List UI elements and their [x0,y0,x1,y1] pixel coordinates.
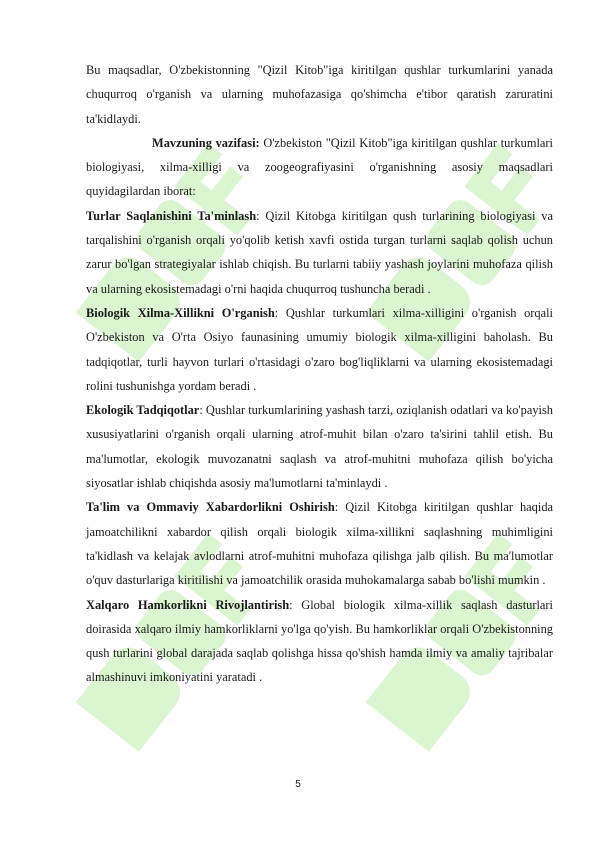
paragraph-biologik [86,301,553,398]
paragraph-ekologik [86,398,553,495]
paragraph-talim [86,495,553,592]
paragraph-xalqaro-text: Global biologik xilma-xillik saqlash dasturlari doirasida xalqaro ilmiy hamkorliklarni yo'lga qo'yish. Bu hamkorliklar orqali O'zbekistonning qush turlarini global darajada saqlab qolishga hissa qo'shish hamda ilmiy va amaliy tajribalar almashinuvi imkoniyatini yaratadi . [86,597,553,685]
paragraph-intro [86,58,553,131]
paragraph-vazifa-heading: Mavzuning vazifasi: [152,135,260,150]
paragraph-xalqaro [86,593,553,690]
paragraph-turlar-heading: Turlar Saqlanishini Ta'minlash [86,208,257,223]
paragraph-ekologik-sep: : [199,403,206,418]
paragraph-xalqaro-sep: : [289,597,302,612]
paragraph-talim-heading: Ta'lim va Ommaviy Xabardorlikni Oshirish [86,500,335,515]
paragraph-biologik-heading: Biologik Xilma-Xillikni O'rganish [86,305,275,320]
paragraph-turlar-sep: : [256,208,266,223]
paragraph-turlar-text: Qizil Kitobga kiritilgan qush turlarining biologiyasi va tarqalishini o'rganish orqali yo'qolib ketish xavfi ostida turgan turlarni saqlab qolish uchun zarur bo'lgan strategiyalar ishlab chiqish. Bu turlarni tabiiy yashash joylarini muhofaza qilish va ularning ekosistemadagi o'rni haqida chuqurroq tushuncha beradi . [86,208,553,296]
paragraph-vazifa-text: O'zbekiston "Qizil Kitob"iga kiritilgan qushlar turkumlari biologiyasi, xilma-xilligi va zoogeografiyasini o'rganishning asosiy maqsadlari quyidagilardan iborat: [86,135,553,199]
document-body [86,58,553,690]
paragraph-biologik-text: Qushlar turkumlari xilma-xilligini o'rganish orqali O'zbekiston va O'rta Osiyo faunasining umumiy biologik xilma-xilligini baholash. Bu tadqiqotlar, turli hayvon turlari o'rtasidagi o'zaro bog'liqliklarni va ularning ekosistemadagi rolini tushunishga yordam beradi . [86,305,553,393]
page-number: 5 [295,779,301,790]
paragraph-vazifa [86,131,553,204]
paragraph-intro-text: Bu maqsadlar, O'zbekistonning "Qizil Kitob"iga kiritilgan qushlar turkumlarini yanada chuqurroq o'rganish va ularning muhofazasiga qo'shimcha e'tibor qaratish zaruratini ta'kidlaydi. [86,63,553,126]
paragraph-talim-sep: : [334,500,346,515]
paragraph-ekologik-text: Qushlar turkumlarining yashash tarzi, oziqlanish odatlari va ko'payish xususiyatlarini o'rganish orqali ularning atrof-muhit bilan o'zaro ta'sirini tahlil etish. Bu ma'lumotlar, ekologik muvozanatni saqlash va atrof-muhitni muhofaza qilish bo'yicha siyosatlar ishlab chiqishda asosiy ma'lumotlarni ta'minlaydi . [86,403,553,491]
paragraph-biologik-sep: : [274,305,286,320]
paragraph-xalqaro-heading: Xalqaro Hamkorlikni Rivojlantirish [86,597,290,612]
paragraph-talim-text: Qizil Kitobga kiritilgan qushlar haqida jamoatchilikni xabardor qilish orqali biologik xilma-xillikni saqlashning muhimligini ta'kidlash va kelajak avlodlarni atrof-muhitni muhofaza qilishga jalb qilish. Bu ma'lumotlar o'quv dasturlariga kiritilishi va jamoatchilik orasida muhokamalarga sabab bo'lishi mumkin . [86,500,554,588]
paragraph-turlar [86,204,553,301]
paragraph-ekologik-heading: Ekologik Tadqiqotlar [86,403,200,418]
